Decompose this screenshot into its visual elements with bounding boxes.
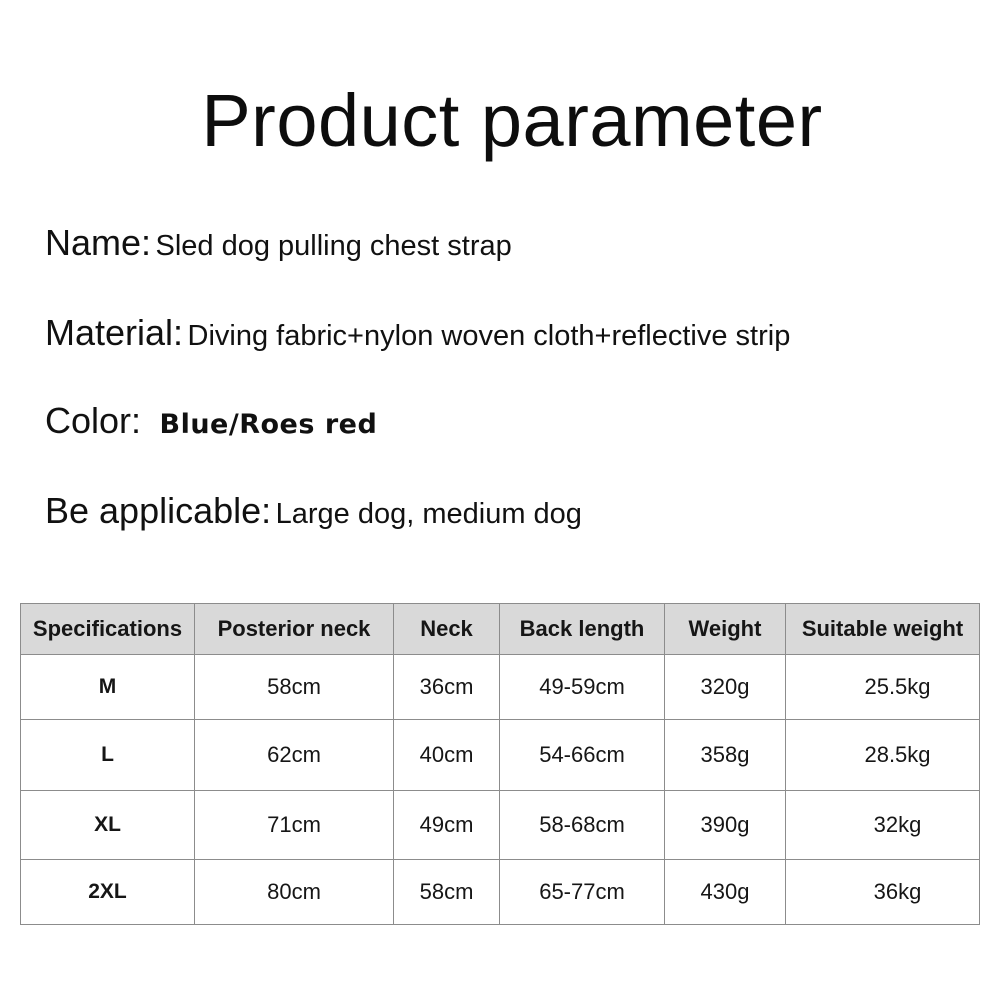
param-applicable [45,490,582,532]
param-material [45,312,790,354]
table-row [21,860,980,925]
page-title: Product parameter [201,79,823,162]
cell-posterior-neck: 62cm [195,720,394,791]
cell-suitable-weight: 28.5kg [786,720,980,791]
cell-size: M [21,655,195,720]
param-name [45,222,512,264]
cell-neck: 40cm [394,720,500,791]
param-name-value: Sled dog pulling chest strap [155,230,512,262]
spec-table-header-row [21,604,980,655]
cell-back-length: 58-68cm [500,791,665,860]
table-row [21,791,980,860]
header-posterior-neck: Posterior neck [195,604,394,655]
param-material-label: Material: [45,312,184,353]
header-back-length: Back length [500,604,665,655]
cell-size: XL [21,791,195,860]
cell-back-length: 65-77cm [500,860,665,925]
cell-posterior-neck: 71cm [195,791,394,860]
header-neck: Neck [394,604,500,655]
cell-back-length: 54-66cm [500,720,665,791]
cell-neck: 58cm [394,860,500,925]
table-row [21,655,980,720]
param-applicable-label: Be applicable: [45,490,272,531]
table-row [21,720,980,791]
cell-neck: 49cm [394,791,500,860]
spec-table [20,603,980,925]
param-color-label: Color: [45,400,142,441]
cell-suitable-weight: 32kg [786,791,980,860]
header-specifications: Specifications [21,604,195,655]
cell-neck: 36cm [394,655,500,720]
cell-weight: 390g [665,791,786,860]
cell-size: 2XL [21,860,195,925]
param-applicable-value: Large dog, medium dog [275,498,582,530]
cell-weight: 358g [665,720,786,791]
param-name-label: Name: [45,222,152,263]
cell-weight: 320g [665,655,786,720]
cell-suitable-weight: 25.5kg [786,655,980,720]
header-suitable-weight: Suitable weight [786,604,980,655]
cell-posterior-neck: 58cm [195,655,394,720]
cell-back-length: 49-59cm [500,655,665,720]
cell-suitable-weight: 36kg [786,860,980,925]
cell-weight: 430g [665,860,786,925]
cell-size: L [21,720,195,791]
cell-posterior-neck: 80cm [195,860,394,925]
header-weight: Weight [665,604,786,655]
param-material-value: Diving fabric+nylon woven cloth+reflective strip [187,320,791,352]
param-color [45,400,377,442]
param-color-value: Blue/Roes red [159,409,378,440]
